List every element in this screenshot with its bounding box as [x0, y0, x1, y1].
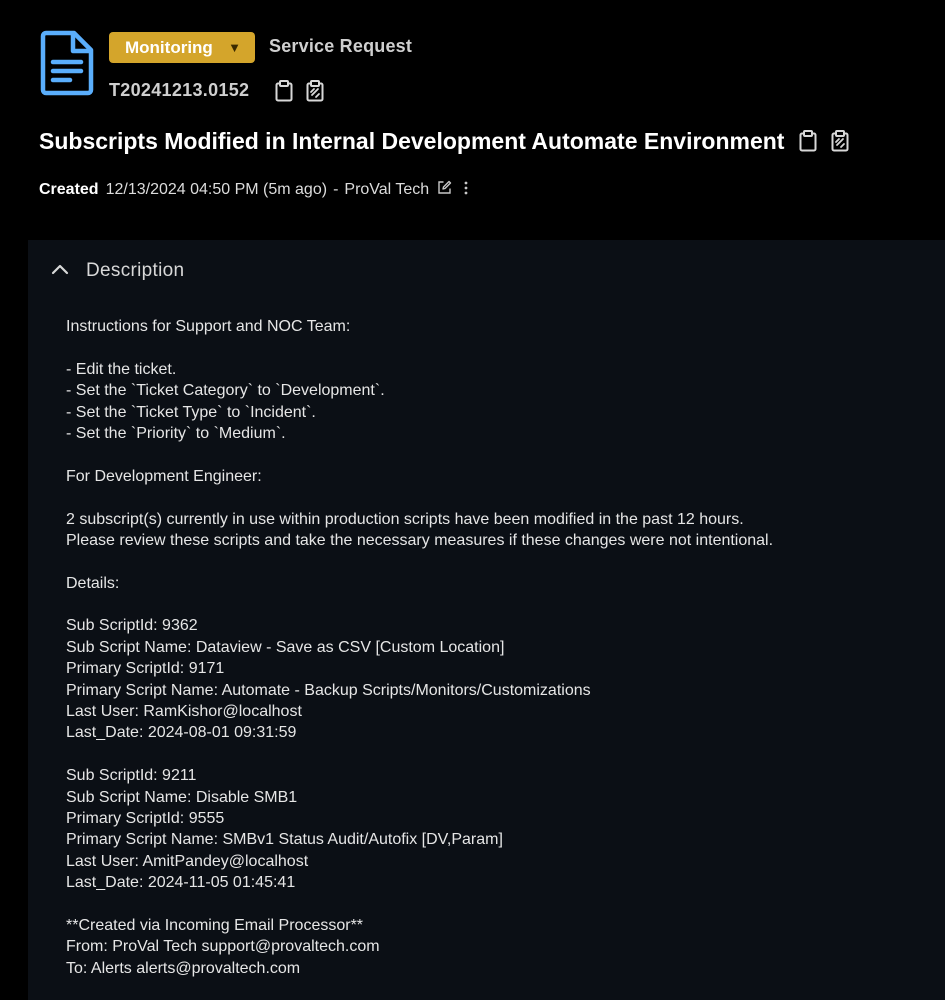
copy-ticket-id-button[interactable] [275, 80, 293, 102]
description-line: Last User: RamKishor@localhost [66, 703, 302, 721]
description-line [66, 594, 926, 615]
description-line [66, 444, 926, 465]
description-line: Sub Script Name: Dataview - Save as CSV [Custom Location] [66, 638, 505, 656]
description-line: Last_Date: 2024-11-05 01:45:41 [66, 874, 296, 892]
description-toggle[interactable] [50, 260, 184, 282]
meta-separator: - [333, 181, 339, 198]
description-line: Please review these scripts and take the necessary measures if these changes were not intentional. [66, 531, 774, 549]
caret-down-icon: ▼ [228, 40, 241, 55]
description-line: Sub Script Name: Disable SMB1 [66, 788, 298, 806]
description-line [66, 487, 926, 508]
description-line: Instructions for Support and NOC Team: [66, 318, 351, 335]
status-dropdown[interactable] [109, 32, 255, 63]
ticket-title: Subscripts Modified in Internal Development Automate Environment [39, 128, 785, 154]
ticket-id: T20241213.0152 [109, 80, 250, 100]
description-line: From: ProVal Tech support@provaltech.com [66, 938, 380, 956]
created-label: Created [39, 181, 99, 198]
status-label: Monitoring [125, 37, 213, 57]
description-line: 2 subscript(s) currently in use within production scripts have been modified in the past 12 hours. [66, 510, 744, 528]
description-line: Primary ScriptId: 9555 [66, 809, 225, 827]
document-icon [40, 30, 94, 96]
ticket-type: Service Request [269, 36, 413, 56]
description-line: Primary Script Name: Automate - Backup Scripts/Monitors/Customizations [66, 681, 591, 699]
description-line: - Set the `Ticket Category` to `Development`. [66, 382, 385, 400]
description-body [66, 316, 926, 979]
description-line: **Created via Incoming Email Processor** [66, 916, 364, 934]
description-line [66, 894, 926, 915]
description-line: - Set the `Ticket Type` to `Incident`. [66, 403, 316, 421]
created-date: 12/13/2024 04:50 PM (5m ago) [105, 181, 328, 198]
edit-icon[interactable] [437, 180, 452, 200]
copy-title-button[interactable] [799, 130, 817, 152]
description-line: Sub ScriptId: 9362 [66, 617, 198, 635]
more-vertical-icon[interactable] [464, 181, 468, 200]
description-line: For Development Engineer: [66, 467, 262, 485]
description-line: Sub ScriptId: 9211 [66, 767, 197, 785]
description-line [66, 337, 926, 358]
clipboard-icon [275, 80, 293, 102]
chevron-up-icon [50, 262, 70, 281]
clipboard-icon [799, 130, 817, 152]
description-line: Details: [66, 574, 120, 592]
description-line [66, 551, 926, 572]
description-line: Last_Date: 2024-08-01 09:31:59 [66, 724, 297, 742]
description-line: Last User: AmitPandey@localhost [66, 852, 309, 870]
description-panel [28, 240, 945, 1000]
company-name: ProVal Tech [344, 181, 430, 198]
description-line: - Edit the ticket. [66, 360, 177, 378]
description-line: To: Alerts alerts@provaltech.com [66, 959, 301, 977]
description-line: Primary ScriptId: 9171 [66, 660, 225, 678]
clipboard-link-icon [306, 80, 324, 102]
copy-title-link-button[interactable] [831, 130, 849, 152]
clipboard-link-icon [831, 130, 849, 152]
description-line: Primary Script Name: SMBv1 Status Audit/Autofix [DV,Param] [66, 831, 503, 849]
ticket-meta [39, 180, 468, 200]
description-heading: Description [86, 260, 185, 281]
description-line [66, 744, 926, 765]
description-line: - Set the `Priority` to `Medium`. [66, 424, 286, 442]
copy-ticket-link-button[interactable] [306, 80, 324, 102]
